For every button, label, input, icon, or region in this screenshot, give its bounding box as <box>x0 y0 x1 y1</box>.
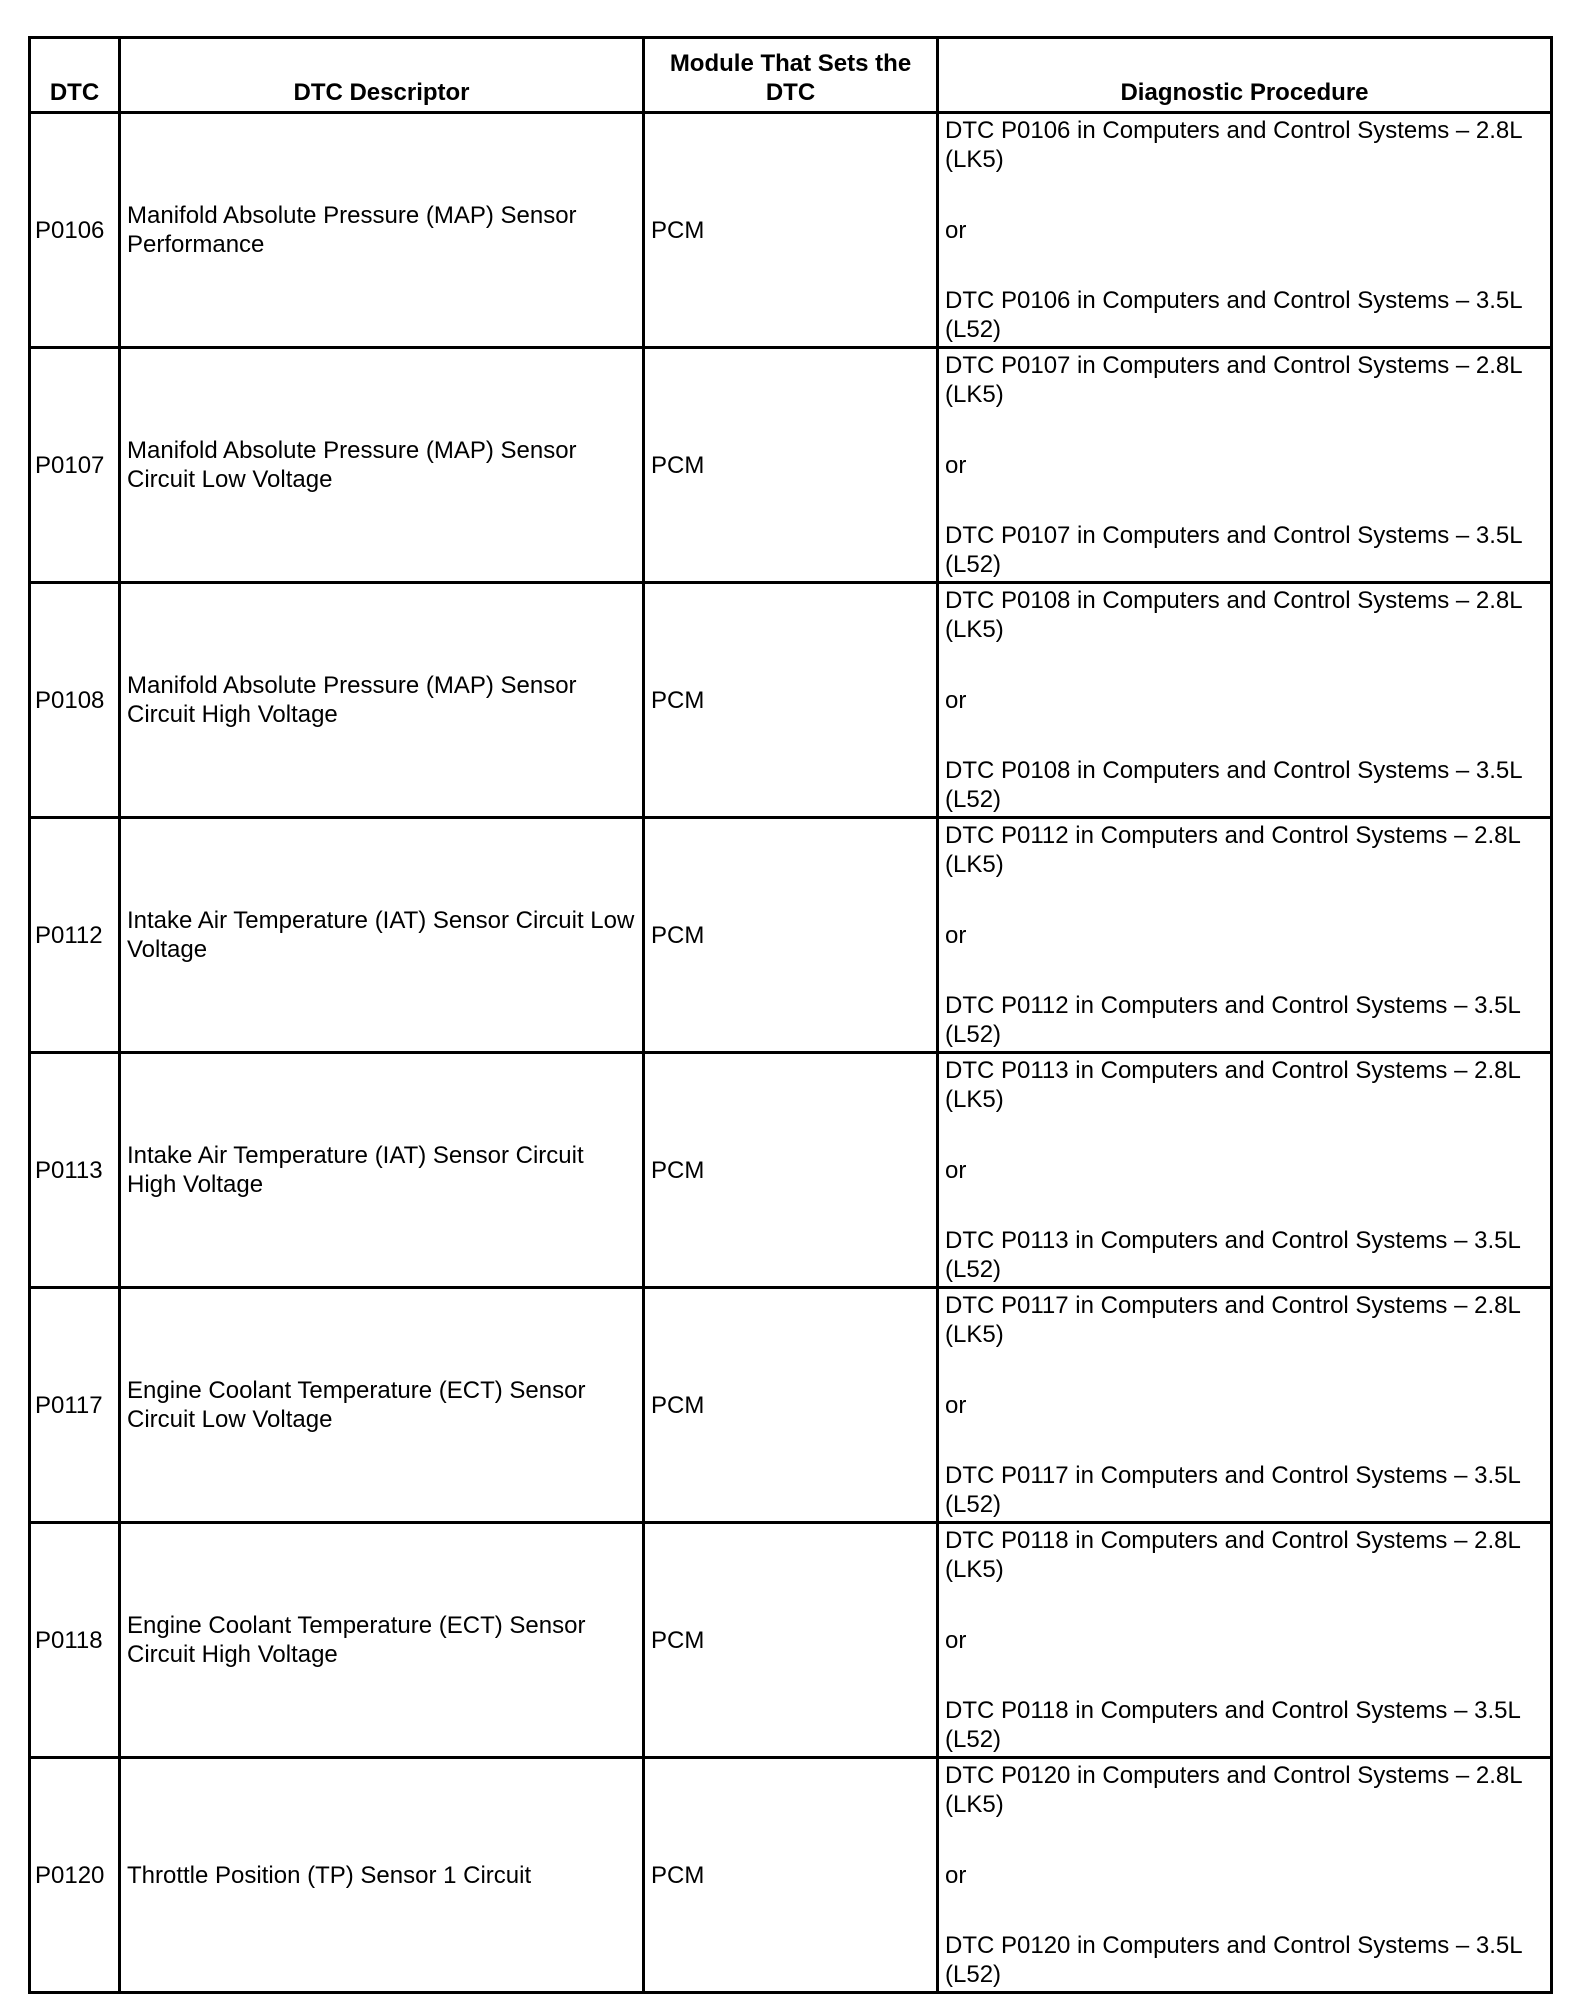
procedure-link-2-8l[interactable]: DTC P0113 in Computers and Control Systems – 2.8L (LK5) <box>945 1057 1520 1113</box>
diagnostic-procedure <box>938 113 1552 348</box>
table-row <box>30 1523 1552 1758</box>
setting-module: PCM <box>644 818 938 1053</box>
header-procedure: Diagnostic Procedure <box>938 38 1552 113</box>
procedure-or: or <box>945 686 967 714</box>
setting-module: PCM <box>644 1053 938 1288</box>
procedure-link-2-8l[interactable]: DTC P0106 in Computers and Control Systems – 2.8L (LK5) <box>945 117 1522 173</box>
dtc-code: P0108 <box>30 583 120 818</box>
procedure-link-2-8l[interactable]: DTC P0108 in Computers and Control Systems – 2.8L (LK5) <box>945 587 1522 643</box>
procedure-link-3-5l[interactable]: DTC P0120 in Computers and Control Systems – 3.5L (L52) <box>945 1932 1522 1988</box>
procedure-link-3-5l[interactable]: DTC P0107 in Computers and Control Systems – 3.5L (L52) <box>945 522 1522 578</box>
setting-module: PCM <box>644 1288 938 1523</box>
procedure-or: or <box>945 921 967 949</box>
procedure-link-3-5l[interactable]: DTC P0108 in Computers and Control Systems – 3.5L (L52) <box>945 757 1522 813</box>
table-row <box>30 113 1552 348</box>
procedure-link-2-8l[interactable]: DTC P0118 in Computers and Control Systems – 2.8L (LK5) <box>945 1527 1520 1583</box>
procedure-or: or <box>945 1861 967 1889</box>
procedure-link-3-5l[interactable]: DTC P0106 in Computers and Control Systems – 3.5L (L52) <box>945 287 1522 343</box>
dtc-code: P0113 <box>30 1053 120 1288</box>
procedure-link-3-5l[interactable]: DTC P0118 in Computers and Control Systems – 3.5L (L52) <box>945 1697 1520 1753</box>
dtc-descriptor: Engine Coolant Temperature (ECT) Sensor Circuit Low Voltage <box>120 1288 644 1523</box>
dtc-code: P0112 <box>30 818 120 1053</box>
procedure-link-3-5l[interactable]: DTC P0112 in Computers and Control Systems – 3.5L (L52) <box>945 992 1520 1048</box>
setting-module: PCM <box>644 113 938 348</box>
dtc-descriptor: Manifold Absolute Pressure (MAP) Sensor Circuit Low Voltage <box>120 348 644 583</box>
procedure-link-2-8l[interactable]: DTC P0120 in Computers and Control Systems – 2.8L (LK5) <box>945 1762 1522 1818</box>
header-row <box>30 38 1552 113</box>
table-body <box>30 113 1552 1993</box>
setting-module: PCM <box>644 348 938 583</box>
procedure-or: or <box>945 451 967 479</box>
header-dtc: DTC <box>30 38 120 113</box>
dtc-descriptor: Throttle Position (TP) Sensor 1 Circuit <box>120 1758 644 1993</box>
table-row <box>30 1053 1552 1288</box>
procedure-link-2-8l[interactable]: DTC P0107 in Computers and Control Systems – 2.8L (LK5) <box>945 352 1522 408</box>
setting-module: PCM <box>644 583 938 818</box>
procedure-or: or <box>945 1156 967 1184</box>
table-row <box>30 1288 1552 1523</box>
procedure-or: or <box>945 1391 967 1419</box>
diagnostic-procedure <box>938 1758 1552 1993</box>
procedure-or: or <box>945 1626 967 1654</box>
table-row <box>30 818 1552 1053</box>
dtc-descriptor: Intake Air Temperature (IAT) Sensor Circuit High Voltage <box>120 1053 644 1288</box>
dtc-descriptor: Intake Air Temperature (IAT) Sensor Circuit Low Voltage <box>120 818 644 1053</box>
setting-module: PCM <box>644 1758 938 1993</box>
procedure-link-3-5l[interactable]: DTC P0117 in Computers and Control Systems – 3.5L (L52) <box>945 1462 1520 1518</box>
dtc-code: P0106 <box>30 113 120 348</box>
diagnostic-procedure <box>938 348 1552 583</box>
procedure-link-3-5l[interactable]: DTC P0113 in Computers and Control Systems – 3.5L (L52) <box>945 1227 1520 1283</box>
diagnostic-procedure <box>938 818 1552 1053</box>
header-module: Module That Sets the DTC <box>644 38 938 113</box>
dtc-code: P0120 <box>30 1758 120 1993</box>
dtc-code: P0107 <box>30 348 120 583</box>
dtc-descriptor: Engine Coolant Temperature (ECT) Sensor Circuit High Voltage <box>120 1523 644 1758</box>
dtc-table <box>28 36 1553 1994</box>
procedure-link-2-8l[interactable]: DTC P0112 in Computers and Control Systems – 2.8L (LK5) <box>945 822 1520 878</box>
diagnostic-procedure <box>938 1523 1552 1758</box>
dtc-code: P0117 <box>30 1288 120 1523</box>
procedure-link-2-8l[interactable]: DTC P0117 in Computers and Control Systems – 2.8L (LK5) <box>945 1292 1520 1348</box>
table-row <box>30 583 1552 818</box>
table-row <box>30 1758 1552 1993</box>
diagnostic-procedure <box>938 583 1552 818</box>
table-row <box>30 348 1552 583</box>
dtc-code: P0118 <box>30 1523 120 1758</box>
header-descriptor: DTC Descriptor <box>120 38 644 113</box>
diagnostic-procedure <box>938 1053 1552 1288</box>
procedure-or: or <box>945 216 967 244</box>
dtc-descriptor: Manifold Absolute Pressure (MAP) Sensor Performance <box>120 113 644 348</box>
setting-module: PCM <box>644 1523 938 1758</box>
diagnostic-procedure <box>938 1288 1552 1523</box>
table-header <box>30 38 1552 113</box>
dtc-descriptor: Manifold Absolute Pressure (MAP) Sensor Circuit High Voltage <box>120 583 644 818</box>
